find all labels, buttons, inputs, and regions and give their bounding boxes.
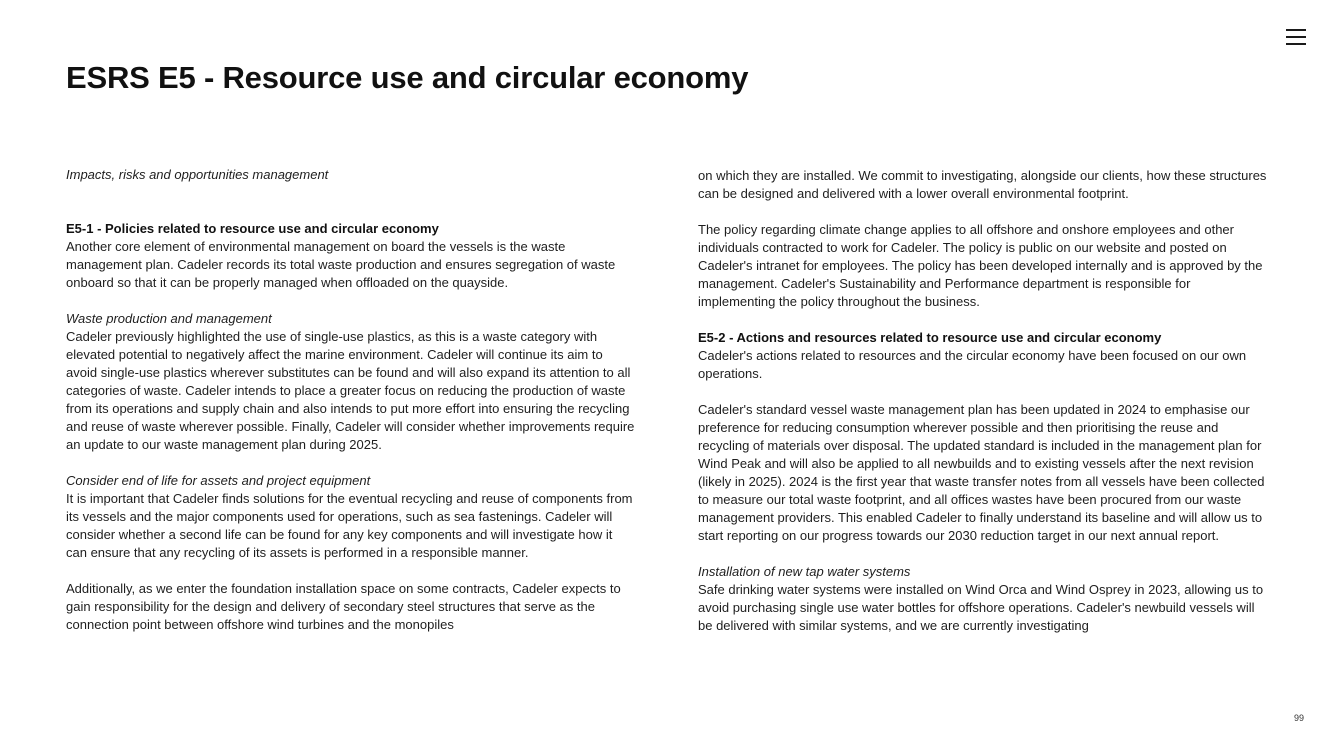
tap-water-subheading: Installation of new tap water systems	[698, 564, 911, 579]
end-of-life-body: It is important that Cadeler finds solutions for the eventual recycling and reuse of components from its vessels and the major components used for operations, such as sea fastenings. Cadeler will consider whether a second life can be found for any key components and will investigate how it can ensure that any recycling of its assets is performed in a responsible manner.	[66, 491, 633, 560]
e5-1-section	[66, 220, 636, 292]
e5-2-heading: E5-2 - Actions and resources related to resource use and circular economy	[698, 330, 1162, 345]
right-column	[698, 167, 1268, 653]
tap-water-section	[698, 563, 1268, 635]
end-of-life-section	[66, 472, 636, 562]
waste-body: Cadeler previously highlighted the use of single-use plastics, as this is a waste category with elevated potential to negatively affect the marine environment. Cadeler will continue its aim to avoid single-use plastics wherever substitutes can be found and will also expand its attention to all categories of waste. Cadeler intends to place a greater focus on reducing the production of waste from its operations and supply chain and also intends to put more effort into ensuring the recycling and reuse of waste wherever possible. Finally, Cadeler will consider whether improvements require an update to our waste management plan during 2025.	[66, 329, 635, 452]
menu-bar	[1286, 43, 1306, 45]
policy-paragraph: The policy regarding climate change applies to all offshore and onshore employees and other individuals contracted to work for Cadeler. The policy is public on our website and posted on Cadeler's intranet for employees. The policy has been developed internally and is approved by the management. Cadeler's Sustainability and Performance department is responsible for implementing the policy throughout the business.	[698, 222, 1263, 309]
foundation-paragraph: Additionally, as we enter the foundation installation space on some contracts, Cadeler expects to gain responsibility for the design and delivery of secondary steel structures that serve as the connection point between offshore wind turbines and the monopiles	[66, 581, 621, 632]
waste-subheading: Waste production and management	[66, 311, 272, 326]
end-of-life-subheading: Consider end of life for assets and project equipment	[66, 473, 371, 488]
page-number: 99	[1294, 713, 1305, 723]
e5-2-body: Cadeler's actions related to resources and the circular economy have been focused on our own operations.	[698, 348, 1247, 381]
e5-1-body: Another core element of environmental management on board the vessels is the waste management plan. Cadeler records its total waste production and ensures segregation of waste onboard so that it can be properly managed when offloaded on the quayside.	[66, 239, 616, 290]
continuation-paragraph: on which they are installed. We commit to investigating, alongside our clients, how these structures can be designed and delivered with a lower overall environmental footprint.	[698, 168, 1267, 201]
section-label: Impacts, risks and opportunities management	[66, 167, 329, 182]
menu-bar	[1286, 36, 1306, 38]
tap-water-body: Safe drinking water systems were installed on Wind Orca and Wind Osprey in 2023, allowing us to avoid purchasing single use water bottles for offshore operations. Cadeler's newbuild vessels will be delivered with similar systems, and we are currently investigating	[698, 582, 1264, 633]
hamburger-menu-icon[interactable]	[1286, 27, 1306, 45]
page-title: ESRS E5 - Resource use and circular economy	[66, 60, 749, 95]
waste-section	[66, 310, 636, 454]
e5-2-section	[698, 329, 1268, 383]
menu-bar	[1286, 29, 1306, 31]
left-column	[66, 166, 636, 652]
vessel-plan-paragraph: Cadeler's standard vessel waste management plan has been updated in 2024 to emphasise our preference for reducing consumption wherever possible and then prioritising the reuse and recycling of materials over disposal. The updated standard is included in the management plan for Wind Peak and will also be applied to all newbuilds and to existing vessels after the next revision (likely in 2025). 2024 is the first year that waste transfer notes from all vessels have been collected to measure our total waste footprint, and all offices wastes have been procured from our waste management providers. This enabled Cadeler to finally understand its baseline and will allow us to start reporting on our progress towards our 2030 reduction target in our next annual report.	[698, 402, 1265, 543]
e5-1-heading: E5-1 - Policies related to resource use and circular economy	[66, 221, 439, 236]
